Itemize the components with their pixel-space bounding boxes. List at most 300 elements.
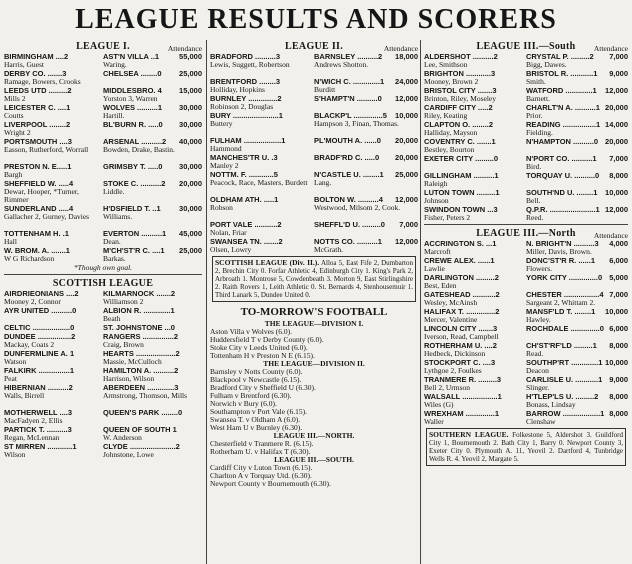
attendance: 8,000 [609,409,628,418]
home-team: LEEDS UTD .........2 [4,86,72,95]
home-team: PORTSMOUTH ....3 [4,137,72,146]
away-team: MANSF'LD T. ........1 [526,307,596,316]
home-scorers: W G Richardson [4,254,55,263]
home-scorers: Waller [424,417,444,426]
away-team: AST'N VILLA ..1 [103,52,160,61]
section-title: LEAGUE II. [284,41,343,52]
match-result [210,195,418,220]
column-divider [420,40,421,564]
north-results [424,239,628,426]
attendance: 30,000 [179,103,202,112]
away-team: CHARLT'N A. ..........1 [526,103,600,112]
home-scorers: Harris, Guest [4,60,44,69]
home-team: CELTIC ..................0 [4,323,75,332]
away-team: M'CH'ST'R C. ....1 [103,246,165,255]
fixture-line: Cardiff City v Luton Town (6.15). [210,463,313,472]
fixture-line: Norwich v Bury (6.0). [210,399,277,408]
away-scorers: Dean. [103,237,121,246]
away-team: H'TLEP'LS U. .........2 [526,392,599,401]
away-team: WOLVES ..........1 [103,103,163,112]
match-line [4,162,202,171]
attendance: 8,000 [609,171,628,180]
match-result [4,120,202,137]
attendance: 5,000 [609,273,628,282]
attendance: 10,000 [605,307,628,316]
attendance: 24,000 [395,77,418,86]
fixture-line: Aston Villa v Wolves (6.0). [210,327,292,336]
home-team: BRENTFORD ........3 [210,77,281,86]
match-result [424,52,628,69]
home-scorers: Mooney 2, Connor [4,297,61,306]
match-result [4,229,202,246]
home-scorers: Bargh [4,170,23,179]
away-scorers: Smith. [526,77,546,86]
fixture-line: Blackpool v Newcastle (6.15). [210,375,302,384]
away-team: CRYSTAL P. .........2 [526,52,594,61]
attendance: 10,000 [605,358,628,367]
home-team: SUNDERLAND .....4 [4,204,74,213]
away-scorers: Hawley. [526,315,551,324]
match-line [4,323,202,332]
away-team: QUEEN'S PARK ........0 [103,408,183,417]
home-scorers: Lewis, Suggett, Robertson [210,60,290,69]
match-result [424,392,628,409]
match-result [424,290,628,307]
column-middle [210,40,418,488]
home-scorers: Hammond [210,144,242,153]
attendance: 20,000 [605,103,628,112]
match-result [210,153,418,170]
away-scorers: Bonass, Lindsay [526,400,576,409]
away-scorers: Armstrong, Thomson, Mills [103,391,188,400]
away-team: GRIMSBY T. .....0 [103,162,163,171]
home-team: BURY ......................1 [210,111,283,120]
home-scorers: Raleigh [424,179,448,188]
away-team: BARROW ..................1 [526,409,605,418]
match-result [424,324,628,341]
away-scorers: Reed. [526,213,544,222]
home-team: EXETER CITY .........0 [424,154,499,163]
south-results [424,52,628,222]
match-result [424,137,628,154]
away-team: WATFORD .............1 [526,86,597,95]
away-scorers: W. Anderson [103,433,142,442]
home-scorers: Gallacher 2, Gurney, Davies [4,212,90,221]
tomorrow-div1-head: THE LEAGUE—DIVISION I. [264,319,364,328]
tomorrow-div3s-head: LEAGUE III.—SOUTH. [274,455,354,464]
home-team: ROTHERHAM U. ....2 [424,341,497,350]
away-team: N'HAMPTON ..........0 [526,137,599,146]
home-scorers: Olsen, Lowry [210,245,252,254]
away-team: STOKE C. ..........2 [103,179,166,188]
match-result [424,154,628,171]
away-team: ALBION R. .............1 [103,306,175,315]
match-result [4,366,202,383]
match-result [4,103,202,120]
home-team: LINCOLN CITY .......3 [424,324,498,333]
home-scorers: Robinson 2, Douglas [210,102,274,111]
attendance: 8,000 [609,392,628,401]
away-team: Q.P.R. ......................1 [526,205,600,214]
match-result [4,383,202,408]
home-scorers: Lee, Smithson [424,60,468,69]
away-team: READING ................1 [526,120,601,129]
home-team: NOTTM. F. ............5 [210,170,278,179]
away-scorers: Waring. [103,60,127,69]
home-scorers: Hedbeck, Dickinson [424,349,486,358]
attendance: 6,000 [609,256,628,265]
tomorrow-div1 [210,328,418,360]
match-result [4,69,202,86]
attendance: 14,000 [605,120,628,129]
away-team: DONC'ST'R R. ......1 [526,256,595,265]
home-scorers: Marcroft [424,247,451,256]
attendance: 45,000 [179,229,202,238]
fixture-line: Swansea T. v Oldham A (6.0). [210,415,301,424]
attendance: 25,000 [179,69,202,78]
home-team: MANCHES'TR U. .3 [210,153,278,162]
home-team: W. BROM. A. .......1 [4,246,70,255]
league1-header [4,40,202,52]
home-team: LIVERPOOL ........2 [4,120,71,129]
fixture-line: Newport County v Bournemouth (6.30). [210,479,331,488]
home-team: BRADFORD ..........3 [210,52,281,61]
home-team: CREWE ALEX. ......1 [424,256,495,265]
away-scorers: Flowers. [526,264,553,273]
home-team: AYR UNITED ..........0 [4,306,77,315]
match-result [424,273,628,290]
match-result [210,111,418,136]
home-team: ALDERSHOT ..........2 [424,52,498,61]
fixture-line: Tottenham H v Preston N E (6.15). [210,351,315,360]
home-scorers: Brinton, Riley, Moseley [424,94,497,103]
home-team: LUTON TOWN .........1 [424,188,500,197]
match-result [4,289,202,306]
away-team: CARLISLE U. ...........1 [526,375,603,384]
attendance: 25,000 [395,170,418,179]
away-scorers: Beath [103,314,121,323]
away-team: PL'MOUTH A. ......0 [314,136,381,145]
away-scorers: Hartill. [103,111,125,120]
match-result [424,69,628,86]
home-team: SHEFFIELD W. .....4 [4,179,74,188]
home-team: DARLINGTON .........2 [424,273,499,282]
league2-results [210,52,418,254]
match-line [4,120,202,129]
home-team: ACCRINGTON S. ...1 [424,239,497,248]
away-scorers: Burditt [314,85,336,94]
match-result [424,307,628,324]
away-team: BLACKP'L ..............5 [314,111,387,120]
attendance: 12,000 [605,86,628,95]
home-scorers: Bestley, Bourton [424,145,475,154]
tomorrow-div3n [210,440,418,456]
scottish-div2-title: SCOTTISH LEAGUE (Div. II.). [215,258,320,267]
section-title: LEAGUE III.—North [476,228,576,239]
away-team: SOUTHP'RT .............1 [526,358,603,367]
away-team: EVERTON ..........1 [103,229,167,238]
home-scorers: Mills 2 [4,94,26,103]
away-scorers: Barkas. [103,254,126,263]
away-scorers: McGrath. [314,245,343,254]
scottish-results [4,289,202,459]
home-team: GILLINGHAM ..........1 [424,171,499,180]
tomorrow-div2-head: THE LEAGUE—DIVISION II. [263,359,365,368]
home-team: PORT VALE ...........2 [210,220,282,229]
southern-league-title: SOUTHERN LEAGUE. [429,430,509,439]
match-result [424,375,628,392]
match-result [210,237,418,254]
away-team: ARSENAL ..........2 [103,137,167,146]
scottish-div2-box [212,256,416,302]
home-team: ST MIRREN ............1 [4,442,77,451]
away-scorers: Prior. [526,111,543,120]
home-scorers: Peat [4,374,17,383]
scottish-header [4,277,202,289]
home-team: STOCKPORT C. ....3 [424,358,496,367]
attendance: 7,000 [399,220,418,229]
match-result [210,136,418,153]
home-scorers: Wright 2 [4,128,31,137]
away-team: BRISTOL R. ...........1 [526,69,598,78]
home-team: DUNFERMLINE A. 1 [4,349,75,358]
home-scorers: Mackay, Coats 2 [4,340,55,349]
match-result [4,442,202,459]
home-team: SWINDON TOWN ...3 [424,205,498,214]
column-left [4,40,202,459]
fixture-line: Southampton v Port Vale (6.15). [210,407,307,416]
home-scorers: Mercer, Valentine [424,315,478,324]
match-result [4,179,202,204]
away-team: CHESTER .................4 [526,290,604,299]
fixture-line: Charlton A v Torquay Utd. (6.30). [210,471,312,480]
fixture-line: Bradford City v Sheffield U (6.30). [210,383,316,392]
match-result [210,94,418,111]
south-header [424,40,628,52]
attendance: 12,000 [395,195,418,204]
home-team: TRANMERE R. .........3 [424,375,502,384]
away-team: MIDDLESBRO. 4 [103,86,162,95]
match-result [424,120,628,137]
home-scorers: Peacock, Race, Masters, Burdett [210,178,308,187]
away-team: QUEEN OF SOUTH 1 [103,425,177,434]
match-result [4,349,202,366]
home-team: GATESHEAD ...........2 [424,290,500,299]
away-scorers: Miller, Davis, Brown. [526,247,592,256]
attendance: 7,000 [609,154,628,163]
attendance: 12,000 [395,94,418,103]
section-title: SCOTTISH LEAGUE [52,278,154,289]
away-team: CH'ST'RF'LD .........1 [526,341,597,350]
home-scorers: Lythgoe 2, Foulkes [424,366,482,375]
away-scorers: Deacon [526,366,549,375]
match-result [4,162,202,179]
away-scorers: Sargeant 2, Whittam 2. [526,298,596,307]
away-scorers: Johnstone, Lowe [103,450,154,459]
home-team: HIBERNIAN ..........2 [4,383,73,392]
home-scorers: Wilson [4,450,26,459]
attendance: 20,000 [605,137,628,146]
away-scorers: Williamson 2 [103,297,144,306]
fixture-line: Barnsley v Notts County (6.0). [210,367,303,376]
attendance: 6,000 [609,324,628,333]
home-scorers: Dewar, Hooper, *Turner, Rimmer [4,187,79,204]
away-scorers: Hampson 3, Finan, Thomas. [314,119,399,128]
home-scorers: Coutts [4,111,24,120]
attendance: 40,000 [179,137,202,146]
attendance-label: Attendance [593,44,628,53]
tomorrow-title: TO-MORROW'S FOOTBALL [240,306,388,318]
attendance: 15,000 [179,86,202,95]
home-team: BIRMINGHAM ....2 [4,52,69,61]
home-team: CLAPTON O. ........2 [424,120,494,129]
away-scorers: Fielding. [526,128,553,137]
attendance-label: Attendance [167,44,202,53]
attendance: 10,000 [605,188,628,197]
attendance-label: Attendance [383,44,418,53]
home-scorers: Bell 2, Urmson [424,383,471,392]
home-scorers: Manley 2 [210,161,239,170]
attendance: 4,000 [609,239,628,248]
attendance: 25,000 [179,246,202,255]
match-result [4,408,202,425]
away-team: BOLTON W. ..........4 [314,195,383,204]
fixture-line: Rotherham U. v Halifax T (6.30). [210,447,311,456]
tomorrow-div3s [210,464,418,488]
away-scorers: Bowden, Drake, Bastin. [103,145,175,154]
away-scorers: Westwood, Milsom 2, Cook. [314,203,401,212]
home-team: OLDHAM ATH. .....1 [210,195,279,204]
away-scorers: Bird. [526,162,542,171]
tomorrow-div3n-head: LEAGUE III.—NORTH. [273,431,355,440]
attendance: 12,000 [605,205,628,214]
own-goal-note: *Though own goal. [73,263,133,272]
home-scorers: Ramage, Bowers, Crooks [4,77,81,86]
away-scorers: Bell. [526,196,541,205]
attendance: 30,000 [179,204,202,213]
attendance-label: Attendance [593,231,628,240]
away-team: S'HAMPT'N ..........0 [314,94,382,103]
section-title: LEAGUE III.—South [476,41,576,52]
attendance: 20,000 [395,136,418,145]
away-scorers: Harrison, Wilson [103,374,155,383]
match-result [424,341,628,358]
attendance: 20,000 [395,153,418,162]
match-result [4,323,202,332]
attendance: 20,000 [179,179,202,188]
southern-league-text: Folkestone 5, Aldershot 3. Guildford City 1, Bournemouth 2. Bath City 1, Barry 0. Newport County 3, Exeter City 0. Plymouth A. 11, Yeovil 2. Dartford 4, Tunbridge Wells R. 4. Yeovil 2, Margate 5. [429,431,623,463]
home-scorers: Fisher, Peters 2 [424,213,471,222]
home-scorers: Johnson [424,196,449,205]
away-team: NOTTS CO. ..........1 [314,237,382,246]
match-result [210,52,418,77]
home-team: TOTTENHAM H. .1 [4,229,69,238]
home-team: PRESTON N. E.....1 [4,162,72,171]
match-result [424,358,628,375]
home-team: LEICESTER C. ....1 [4,103,71,112]
home-scorers: Riley, Keating [424,111,468,120]
scottish-div2-text: Alloa 5, East Fife 2, Dumbarton 2, Brechin City 0. Forfar Athletic 4, Edinburgh City 1. King's Park 2, Arbroath 1. Montrose 5, Cowdenbeath 3. Morton 9, East Stirlingshire 2. Raith Rovers 1, Leith Athletic 0. St. Bernards 4, Stenhousemuir 1. Third Lanark 5, Dundee United 0. [215,259,413,299]
away-scorers: Bigg, Dawes. [526,60,567,69]
match-result [424,256,628,273]
fixture-line: West Ham U v Burnley (6.30). [210,423,303,432]
away-team: CHELSEA ........0 [103,69,162,78]
match-result [4,137,202,162]
home-scorers: Wiles (G) [424,400,454,409]
home-team: BRIGHTON ............3 [424,69,496,78]
match-result [4,204,202,229]
away-scorers: Liddle. [103,187,125,196]
home-scorers: Halliday, Mayson [424,128,478,137]
home-scorers: Best, Eden [424,281,457,290]
league1-results [4,52,202,263]
home-team: FULHAM ..................1 [210,136,286,145]
away-team: N'CASTLE U. ........1 [314,170,384,179]
away-scorers: Craig, Brown [103,340,144,349]
home-team: BURNLEY ..............2 [210,94,282,103]
away-team: BRADF'RD C. .....0 [314,153,380,162]
home-team: CARDIFF CITY .....2 [424,103,493,112]
divider [424,224,628,225]
headline: LEAGUE RESULTS AND SCORERS [75,4,557,35]
away-scorers: Slinger. [526,383,550,392]
match-result [4,86,202,103]
match-result [4,332,202,349]
match-result [210,77,418,94]
column-divider [206,40,207,564]
home-scorers: Holliday, Hopkins [210,85,265,94]
home-team: DERBY CO. .......3 [4,69,67,78]
home-scorers: Walls, Birrell [4,391,45,400]
home-scorers: Easson, Rutherford, Worrall [4,145,89,154]
match-result [424,86,628,103]
home-scorers: Regan, McLennan [4,433,60,442]
home-scorers: Mooney, Brown 2 [424,77,479,86]
away-scorers: Yorston 3, Warren [103,94,158,103]
away-team: RANGERS ...............2 [103,332,179,341]
away-team: SHEFFL'D U. .........0 [314,220,385,229]
attendance: 12,000 [395,237,418,246]
away-team: ABERDEEN .............3 [103,383,179,392]
attendance: 10,000 [395,111,418,120]
match-line [424,171,628,180]
away-scorers: Massie, McCulloch [103,357,162,366]
attendance: 7,000 [609,52,628,61]
away-team: ROCHDALE ..............0 [526,324,604,333]
match-result [210,170,418,195]
away-team: H'DSFIELD T. ..1 [103,204,161,213]
divider [4,274,202,275]
match-result [424,205,628,222]
home-team: WREXHAM ..............1 [424,409,500,418]
column-right [424,40,628,466]
away-team: ST. JOHNSTONE ...0 [103,323,175,332]
home-scorers: Wesley, McAinsh [424,298,478,307]
match-result [4,246,202,263]
away-team: N. BRIGHT'N ..........3 [526,239,599,248]
home-team: PARTICK T. ..........3 [4,425,72,434]
match-result [424,239,628,256]
attendance: 30,000 [179,120,202,129]
home-team: AIRDRIEONIANS ....2 [4,289,79,298]
home-scorers: MacFadyen 2, Ellis [4,416,63,425]
tomorrow-div2 [210,368,418,432]
home-team: FALKIRK ...............1 [4,366,75,375]
away-scorers: Clenshaw [526,417,556,426]
southern-league-box [426,428,626,466]
fixture-line: Chesterfield v Tranmere R. (6.15). [210,439,314,448]
home-team: DUNDEE ................2 [4,332,76,341]
